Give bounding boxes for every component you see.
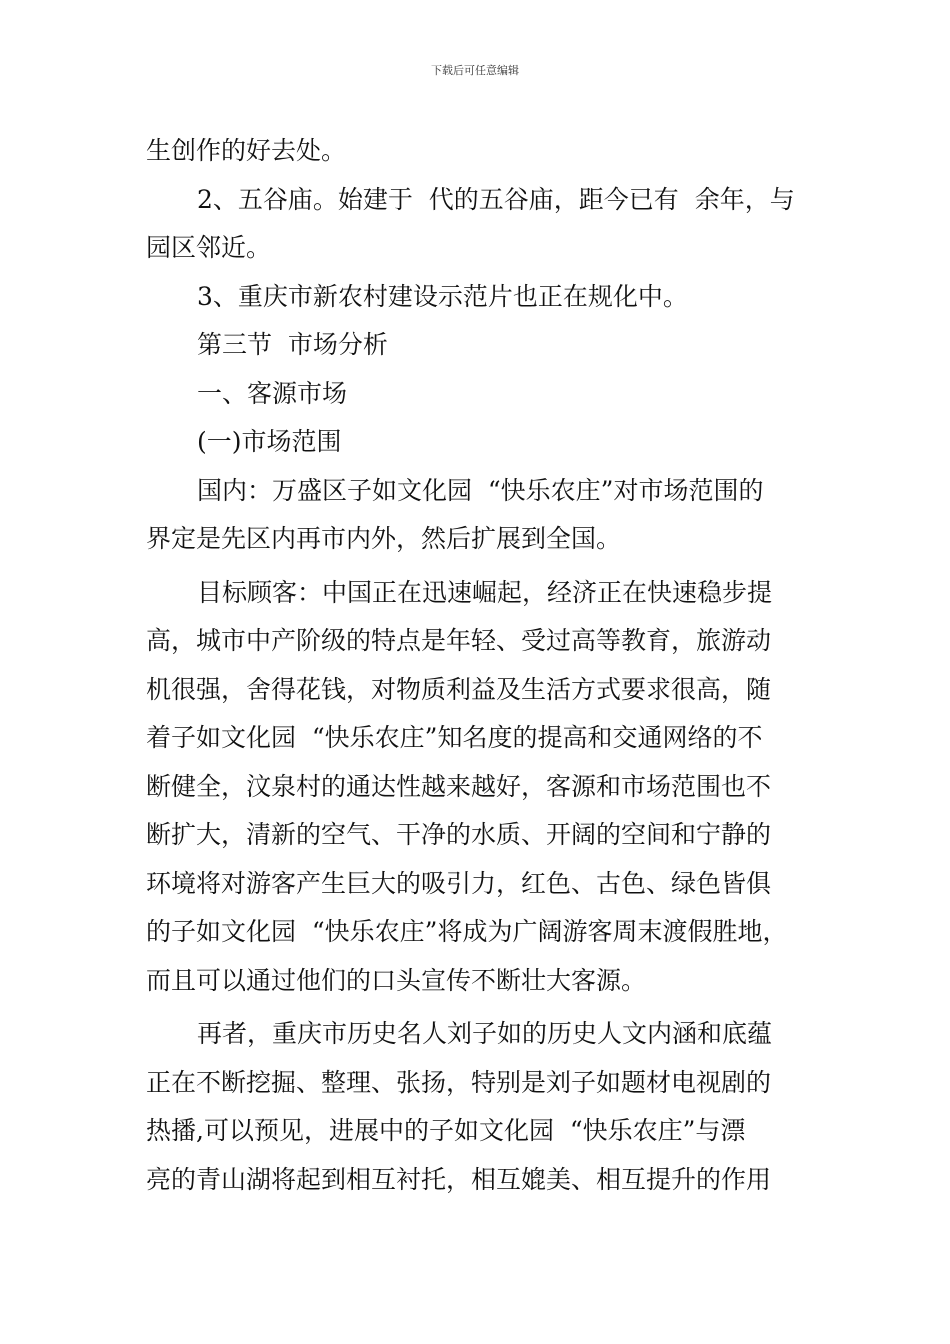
text-line-2: 2、五谷庙。始建于 代的五谷庙，距今已有 余年，与 (197, 184, 795, 214)
text-line-9: 界定是先区内再市内外，然后扩展到全国。 (146, 524, 622, 553)
sub-subsection-heading: (一)市场范围 (197, 427, 342, 456)
text-line-15: 断扩大，清新的空气、干净的水质、开阔的空间和宁静的 (146, 820, 772, 849)
document-body (146, 127, 814, 1204)
text-line-1: 生创作的好去处。 (146, 136, 347, 165)
section-heading: 第三节 市场分析 (197, 330, 388, 359)
text-line-8: 国内：万盛区子如文化园 “快乐农庄”对市场范围的 (197, 475, 764, 505)
text-line-3: 园区邻近。 (146, 233, 272, 262)
text-line-13: 着子如文化园 “快乐农庄”知名度的提高和交通网络的不 (146, 723, 763, 752)
text-line-19: 再者，重庆市历史名人刘子如的历史人文内涵和底蕴 (197, 1019, 773, 1048)
text-line-22: 亮的青山湖将起到相互衬托，相互媲美、相互提升的作用 (146, 1164, 772, 1194)
text-line-11: 高，城市中产阶级的特点是年轻、受过高等教育，旅游动 (146, 626, 772, 655)
text-line-20: 正在不断挖掘、整理、张扬，特别是刘子如题材电视剧的 (146, 1067, 772, 1097)
text-line-10: 目标顾客：中国正在迅速崛起，经济正在快速稳步提 (197, 577, 773, 607)
subsection-heading: 一、客源市场 (197, 378, 348, 408)
text-line-4: 3、重庆市新农村建设示范片也正在规化中。 (197, 281, 688, 311)
text-line-12: 机很强，舍得花钱，对物质利益及生活方式要求很高，随 (146, 674, 772, 704)
text-line-17: 的子如文化园 “快乐农庄”将成为广阔游客周末渡假胜地， (146, 917, 788, 946)
text-line-18: 而且可以通过他们的口头宣传不断壮大客源。 (146, 965, 647, 995)
page-header: 下载后可任意编辑 (431, 64, 519, 77)
text-line-16: 环境将对游客产生巨大的吸引力，红色、古色、绿色皆俱 (146, 868, 772, 898)
text-line-14: 断健全，汶泉村的通达性越来越好，客源和市场范围也不 (146, 771, 772, 801)
text-line-21: 热播,可以预见，进展中的子如文化园 “快乐农庄”与漂 (146, 1116, 746, 1145)
